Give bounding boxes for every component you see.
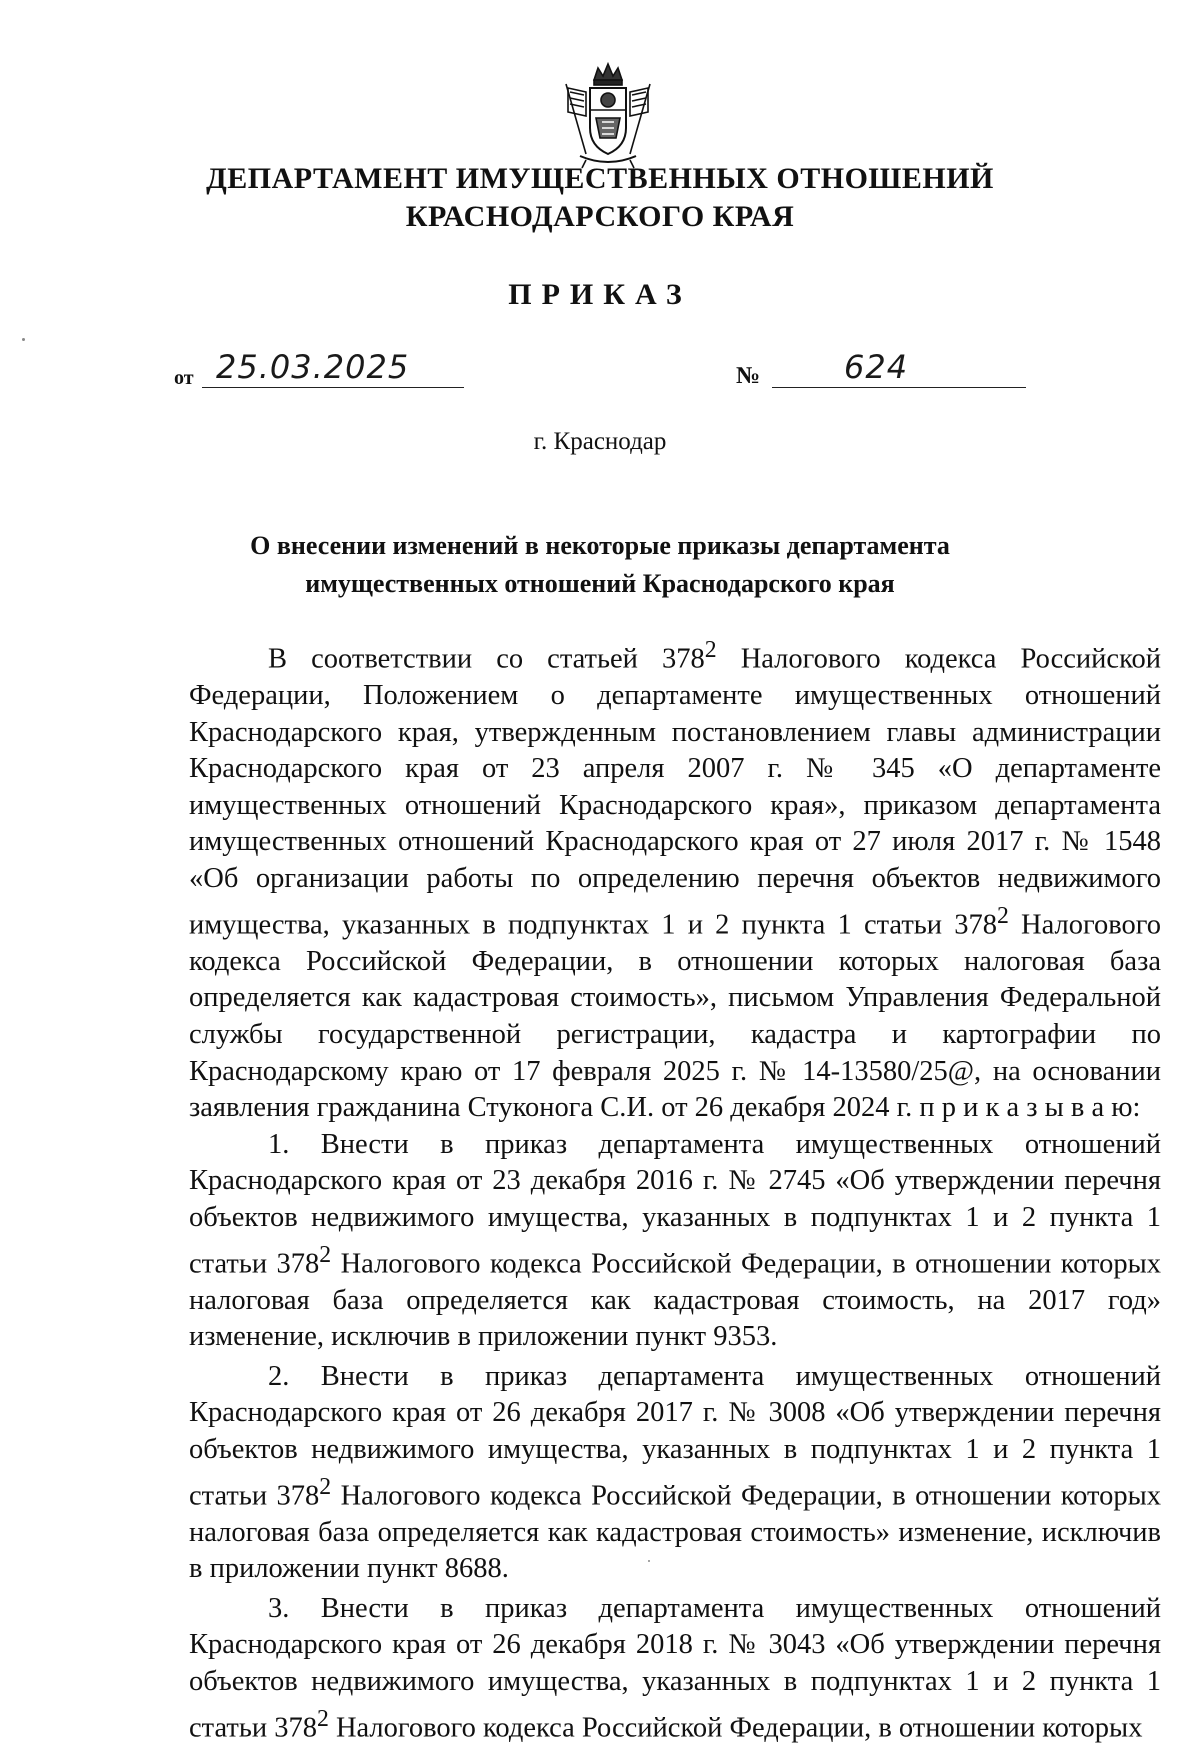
item-3-text-b: Налогового кодекса Российской Федерации, в отношении которых — [328, 1712, 1143, 1744]
date-underline — [202, 387, 464, 388]
order-date-field — [174, 350, 464, 390]
preamble-text-a: В соответствии со статьей 378 — [268, 643, 705, 675]
number-handwritten-value: 624 — [844, 348, 909, 386]
coat-of-arms-icon — [556, 58, 660, 170]
date-handwritten-value: 25.03.2025 — [216, 348, 410, 386]
item-3-text-a: 3. Внести в приказ департамента имущественных отношений Краснодарского края от 26 декабря 2018 г. № 3043 «Об утверждении перечня объектов недвижимого имущества, указанных в подпунктах 1 и 2 пункта 1 статьи 378 — [189, 1592, 1161, 1744]
city-line: г. Краснодар — [533, 428, 667, 455]
number-prefix: № — [736, 363, 761, 389]
item-3-paragraph — [189, 1591, 1161, 1747]
preamble-superscript-1: 2 — [704, 637, 717, 663]
preamble-text-b: Налогового кодекса Российской Федерации, Положением о департаменте имущественных отношений Краснодарского края, утвержденным постановлением главы администрации Краснодарского края от 23 апреля 2007 г. № 345 «О департаменте имущественных отношений Краснодарского края», приказом департамента имущественных отношений Краснодарского края от 27 июля 2017 г. № 1548 «Об организации работы по определению перечня объектов недвижимого имущества, указанных в подпунктах 1 и 2 пункта 1 статьи 378 — [189, 643, 1161, 941]
item-3-superscript: 2 — [316, 1705, 329, 1732]
scan-speck — [22, 338, 25, 341]
date-prefix: от — [174, 367, 194, 389]
item-2-text-b: Налогового кодекса Российской Федерации, в отношении которых налоговая база определяется как кадастровая стоимость» изменение, исключив в приложении пункт 8688. — [189, 1480, 1161, 1585]
order-heading: ПРИКАЗ — [508, 278, 692, 311]
scan-speck — [648, 1560, 650, 1562]
preamble-superscript-2: 2 — [996, 902, 1009, 929]
item-2-text-a: 2. Внести в приказ департамента имущественных отношений Краснодарского края от 26 декабря 2017 г. № 3008 «Об утверждении перечня объектов недвижимого имущества, указанных в подпунктах 1 и 2 пункта 1 статьи 378 — [189, 1360, 1161, 1512]
order-subject — [0, 527, 1200, 603]
item-1-text-b: Налогового кодекса Российской Федерации, в отношении которых налоговая база определяется как кадастровая стоимость, на 2017 год» изменение, исключив в приложении пункт 9353. — [189, 1248, 1161, 1353]
item-2-paragraph — [189, 1359, 1161, 1588]
subject-line1: О внесении изменений в некоторые приказы департамента — [250, 531, 950, 560]
item-2-superscript: 2 — [319, 1473, 332, 1500]
item-1-superscript: 2 — [319, 1241, 332, 1268]
preamble-text-c: Налогового кодекса Российской Федерации, в отношении которых налоговая база определяется как кадастровая стоимость», письмом Управления Федеральной службы государственной регистрации, кадастра и картографии по Краснодарскому краю от 17 февраля 2025 г. № 14-13580/25@, на основании заявления гражданина Стуконога С.И. от 26 декабря 2024 г. — [189, 909, 1161, 1124]
item-1-text-a: 1. Внести в приказ департамента имущественных отношений Краснодарского края от 23 декабря 2016 г. № 2745 «Об утверждении перечня объектов недвижимого имущества, указанных в подпунктах 1 и 2 пункта 1 статьи 378 — [189, 1128, 1161, 1279]
department-title-line2: КРАСНОДАРСКОГО КРАЯ — [405, 200, 795, 233]
number-underline — [772, 387, 1026, 388]
preamble-order-word: п р и к а з ы в а ю: — [919, 1092, 1141, 1124]
department-title-line1: ДЕПАРТАМЕНТ ИМУЩЕСТВЕННЫХ ОТНОШЕНИЙ — [206, 162, 994, 195]
subject-line2: имущественных отношений Краснодарского края — [305, 569, 895, 598]
preamble-paragraph — [189, 632, 1161, 1127]
order-number-field — [736, 350, 1026, 390]
order-body — [189, 632, 1161, 1747]
item-1-paragraph — [189, 1127, 1161, 1356]
